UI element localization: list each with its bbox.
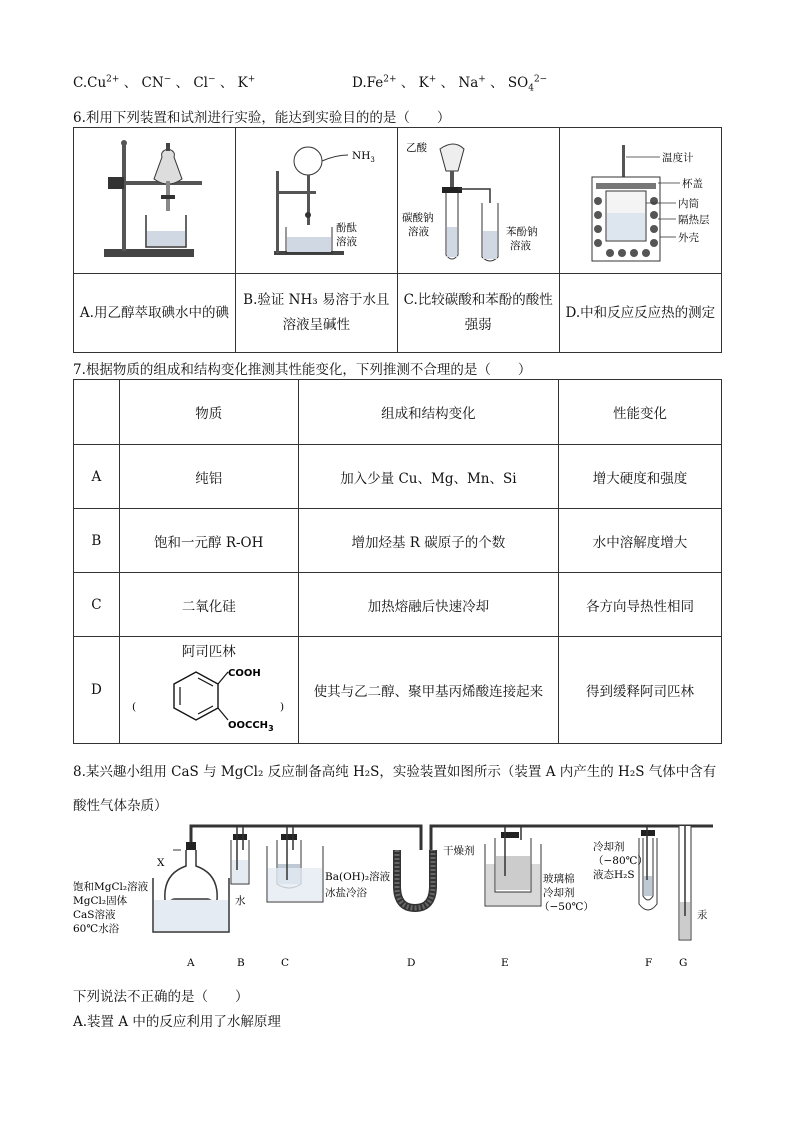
open-paren: ( bbox=[131, 701, 136, 713]
lid-label: 杯盖 bbox=[681, 177, 703, 190]
q6-caption-d: D.中和反应反应热的测定 bbox=[559, 274, 721, 353]
shell-label: 外壳 bbox=[677, 231, 699, 244]
h2s-apparatus-figure bbox=[73, 820, 723, 972]
row-change: 使其与乙二醇、聚甲基丙烯酸连接起来 bbox=[298, 637, 558, 744]
ooccch3-group: $OOCCH_3$ bbox=[227, 720, 274, 733]
a-label-2: MgCl₂固体 bbox=[73, 895, 128, 907]
apparatus-letter-b: B bbox=[237, 957, 245, 969]
row-change: 加入少量 Cu、Mg、Mn、Si bbox=[298, 445, 558, 509]
q6-figure-a bbox=[74, 128, 236, 274]
row-substance: 饱和一元醇 R-OH bbox=[119, 509, 298, 573]
table-row bbox=[74, 445, 722, 509]
q7-header-substance: 物质 bbox=[119, 380, 298, 445]
q7-header-change: 组成和结构变化 bbox=[298, 380, 558, 445]
q6-table bbox=[73, 127, 722, 353]
q5-option-d: $D.Fe^{2+}$ 、 K+ 、 Na+ 、 $SO_4^{2-}$ bbox=[352, 74, 548, 94]
row-effect: 增大硬度和强度 bbox=[559, 445, 722, 509]
a-label-1: 饱和MgCl₂溶液 bbox=[73, 881, 149, 893]
row-substance-aspirin bbox=[119, 637, 298, 744]
q6-caption-b: B.验证 NH₃ 易溶于水且溶液呈碱性 bbox=[235, 274, 397, 353]
sodium-carbonate-label: 碳酸钠 bbox=[401, 211, 434, 224]
close-paren: ) bbox=[279, 701, 284, 713]
c-label-1: Ba(OH)₂溶液 bbox=[325, 871, 391, 883]
table-row bbox=[74, 509, 722, 573]
inner-cup-label: 内筒 bbox=[677, 197, 699, 210]
q8-stem-line1: 8.某兴趣小组用 CaS 与 MgCl₂ 反应制备高纯 H₂S，实验装置如图所示（装置 A 内产生的 H₂S 气体中含有 bbox=[73, 764, 717, 780]
q5-option-c: $C.Cu^{2+}$ 、 CN− 、 Cl− 、 K+ bbox=[73, 74, 256, 91]
apparatus-letter-c: C bbox=[281, 957, 290, 969]
q7-stem: 7.根据物质的组成和结构变化推测其性能变化，下列推测不合理的是（ ） bbox=[73, 362, 532, 378]
q8-question: 下列说法不正确的是（ ） bbox=[73, 989, 249, 1005]
c-label-2: 冰盐冷浴 bbox=[325, 887, 367, 899]
q6-stem: 6.利用下列装置和试剂进行实验，能达到实验目的的是（ ） bbox=[73, 110, 451, 126]
q6-figure-b bbox=[235, 128, 397, 274]
f-label-1: 冷却剂 bbox=[593, 841, 625, 853]
q7-table bbox=[73, 379, 722, 744]
acid-strength-figure bbox=[398, 131, 558, 271]
apparatus-letter-g: G bbox=[679, 957, 688, 969]
sodium-phenoxide-label: 苯酚钠 bbox=[505, 225, 538, 238]
x-label: X bbox=[157, 857, 165, 869]
q8-option-a: A.装置 A 中的反应利用了水解原理 bbox=[73, 1014, 281, 1030]
q8-stem-line2: 酸性气体杂质） bbox=[73, 798, 168, 814]
row-effect: 各方向导热性相同 bbox=[559, 573, 722, 637]
row-key: B bbox=[74, 509, 120, 573]
table-row bbox=[74, 573, 722, 637]
apparatus-letter-f: F bbox=[645, 957, 653, 969]
e-label-3: （−50℃） bbox=[539, 901, 594, 913]
row-change: 增加烃基 R 碳原子的个数 bbox=[298, 509, 558, 573]
row-substance: 纯铝 bbox=[119, 445, 298, 509]
q7-header-key bbox=[74, 380, 120, 445]
d-desiccant-label: 干燥剂 bbox=[443, 845, 475, 857]
f-label-3: 液态H₂S bbox=[593, 869, 635, 881]
q6-caption-c: C.比较碳酸和苯酚的酸性强弱 bbox=[397, 274, 559, 353]
q6-figure-d bbox=[559, 128, 721, 274]
e-label-1: 玻璃棉 bbox=[543, 873, 575, 885]
fountain-experiment-figure bbox=[236, 131, 396, 271]
separatory-funnel-figure bbox=[74, 131, 234, 271]
row-key: D bbox=[74, 637, 120, 744]
f-label-2: （−80℃） bbox=[593, 855, 648, 867]
right-solution-label: 溶液 bbox=[509, 239, 531, 252]
nh3-label: $NH_3$ bbox=[351, 149, 375, 164]
row-effect: 得到缓释阿司匹林 bbox=[559, 637, 722, 744]
aspirin-structure bbox=[124, 662, 294, 740]
e-label-2: 冷却剂 bbox=[543, 887, 575, 899]
aspirin-label: 阿司匹林 bbox=[181, 644, 236, 660]
row-key: A bbox=[74, 445, 120, 509]
solution-label: 溶液 bbox=[335, 235, 357, 248]
acetic-acid-label: 乙酸 bbox=[405, 141, 427, 154]
a-label-3: CaS溶液 bbox=[73, 909, 116, 921]
left-solution-label: 溶液 bbox=[407, 225, 429, 238]
cooh-group: COOH bbox=[227, 668, 261, 679]
q6-caption-a: A.用乙醇萃取碘水中的碘 bbox=[74, 274, 236, 353]
b-water-label: 水 bbox=[235, 895, 246, 907]
apparatus-letter-e: E bbox=[501, 957, 509, 969]
calorimeter-figure bbox=[560, 131, 720, 271]
row-key: C bbox=[74, 573, 120, 637]
phenolphthalein-label: 酚酞 bbox=[335, 221, 357, 234]
q6-figure-c bbox=[397, 128, 559, 274]
row-substance: 二氧化硅 bbox=[119, 573, 298, 637]
table-row bbox=[74, 637, 722, 744]
insulation-label: 隔热层 bbox=[677, 213, 710, 226]
apparatus-letter-a: A bbox=[187, 957, 195, 969]
thermometer-label: 温度计 bbox=[661, 151, 694, 164]
a-label-4: 60℃水浴 bbox=[73, 923, 120, 935]
row-effect: 水中溶解度增大 bbox=[559, 509, 722, 573]
g-mercury-label: 汞 bbox=[697, 909, 708, 921]
row-change: 加热熔融后快速冷却 bbox=[298, 573, 558, 637]
apparatus-letter-d: D bbox=[407, 957, 416, 969]
q7-header-effect: 性能变化 bbox=[559, 380, 722, 445]
